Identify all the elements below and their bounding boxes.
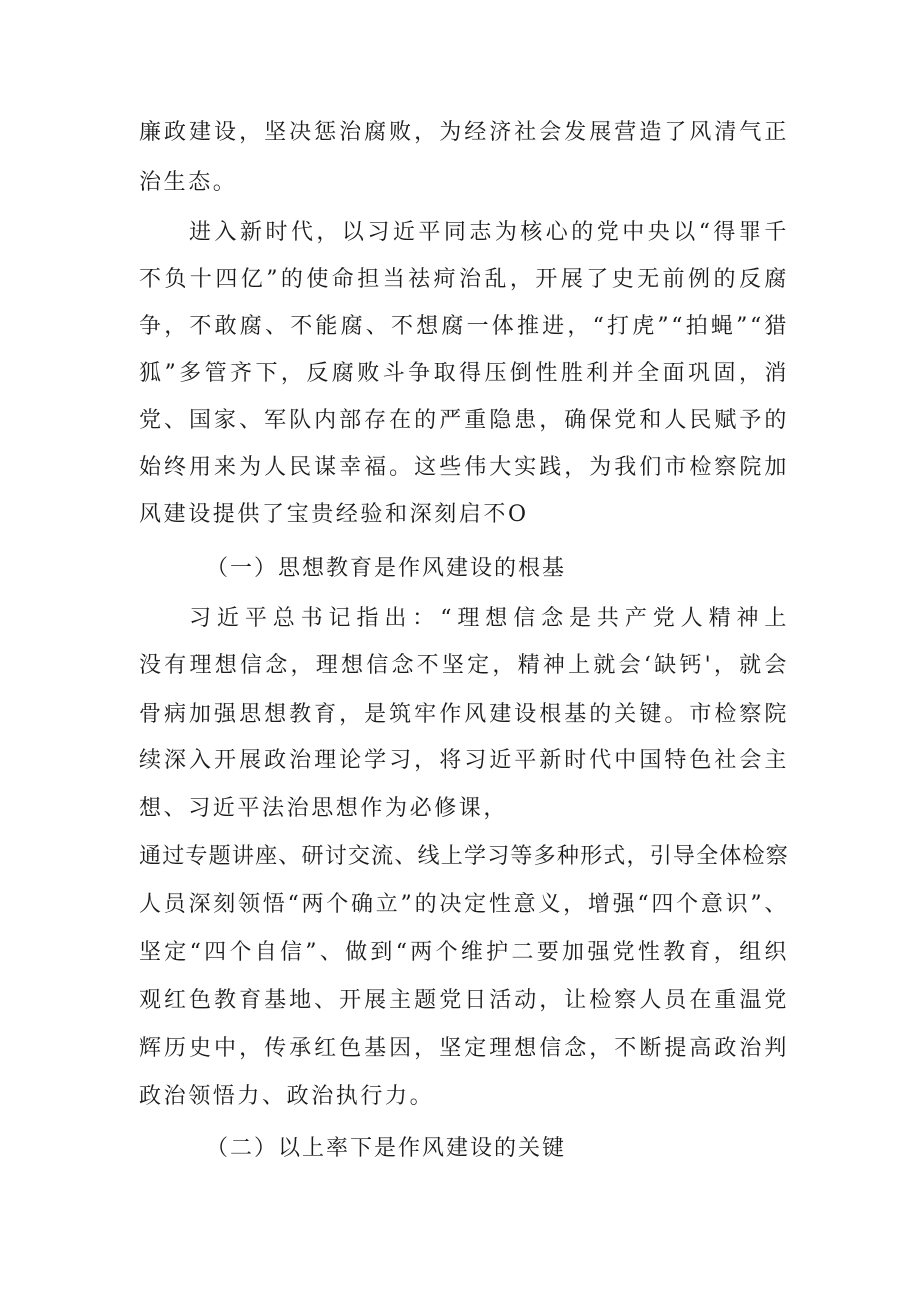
text-line: 不负十四亿”的使命担当祛疴治乱，开展了史无前例的反腐 bbox=[139, 267, 789, 292]
text-line: 始终用来为人民谋幸福。这些伟大实践，为我们市检察院加 bbox=[139, 455, 789, 480]
text-line: 廉政建设，坚决惩治腐败，为经济社会发展营造了风清气正 bbox=[139, 120, 789, 145]
text-line: 通过专题讲座、研讨交流、线上学习等多种形式，引导全体检察 bbox=[139, 844, 789, 869]
text-line: 没有理想信念，理想信念不坚定，精神上就会‘缺钙'，就会 bbox=[139, 653, 789, 678]
paragraph-first-line: 进入新时代，以习近平同志为核心的党中央以“得罪千 bbox=[189, 220, 789, 245]
text-line: 骨病加强思想教育，是筑牢作风建设根基的关键。市检察院 bbox=[139, 702, 789, 727]
text-line: 狐”多管齐下，反腐败斗争取得压倒性胜利并全面巩固，消 bbox=[139, 361, 789, 386]
text-line: 争，不敢腐、不能腐、不想腐一体推进，“打虎”“拍蝇”“猎 bbox=[139, 314, 789, 339]
text-line: 想、习近平法治思想作为必修课， bbox=[139, 796, 509, 821]
text-line: 党、国家、军队内部存在的严重隐患，确保党和人民赋予的 bbox=[139, 408, 789, 433]
section-heading: （一）思想教育是作风建设的根基 bbox=[206, 556, 567, 581]
text-line: 人员深刻领悟“两个确立”的决定性意义，增强“四个意识”、 bbox=[139, 892, 789, 917]
text-line: 坚定“四个自信”、做到“两个维护二要加强党性教育，组织 bbox=[139, 940, 789, 965]
text-line: 观红色教育基地、开展主题党日活动，让检察人员在重温党 bbox=[139, 988, 789, 1013]
text-line: 风建设提供了宝贵经验和深刻启不O bbox=[139, 502, 529, 527]
text-line: 政治领悟力、政治执行力。 bbox=[139, 1084, 435, 1109]
section-heading: （二）以上率下是作风建设的关键 bbox=[206, 1136, 567, 1161]
text-line: 治生态。 bbox=[139, 170, 238, 195]
paragraph-first-line: 习近平总书记指出：“理想信念是共产党人精神上 bbox=[189, 606, 789, 631]
text-line: 辉历史中，传承红色基因，坚定理想信念，不断提高政治判 bbox=[139, 1036, 789, 1061]
text-line: 续深入开展政治理论学习，将习近平新时代中国特色社会主 bbox=[139, 748, 789, 773]
